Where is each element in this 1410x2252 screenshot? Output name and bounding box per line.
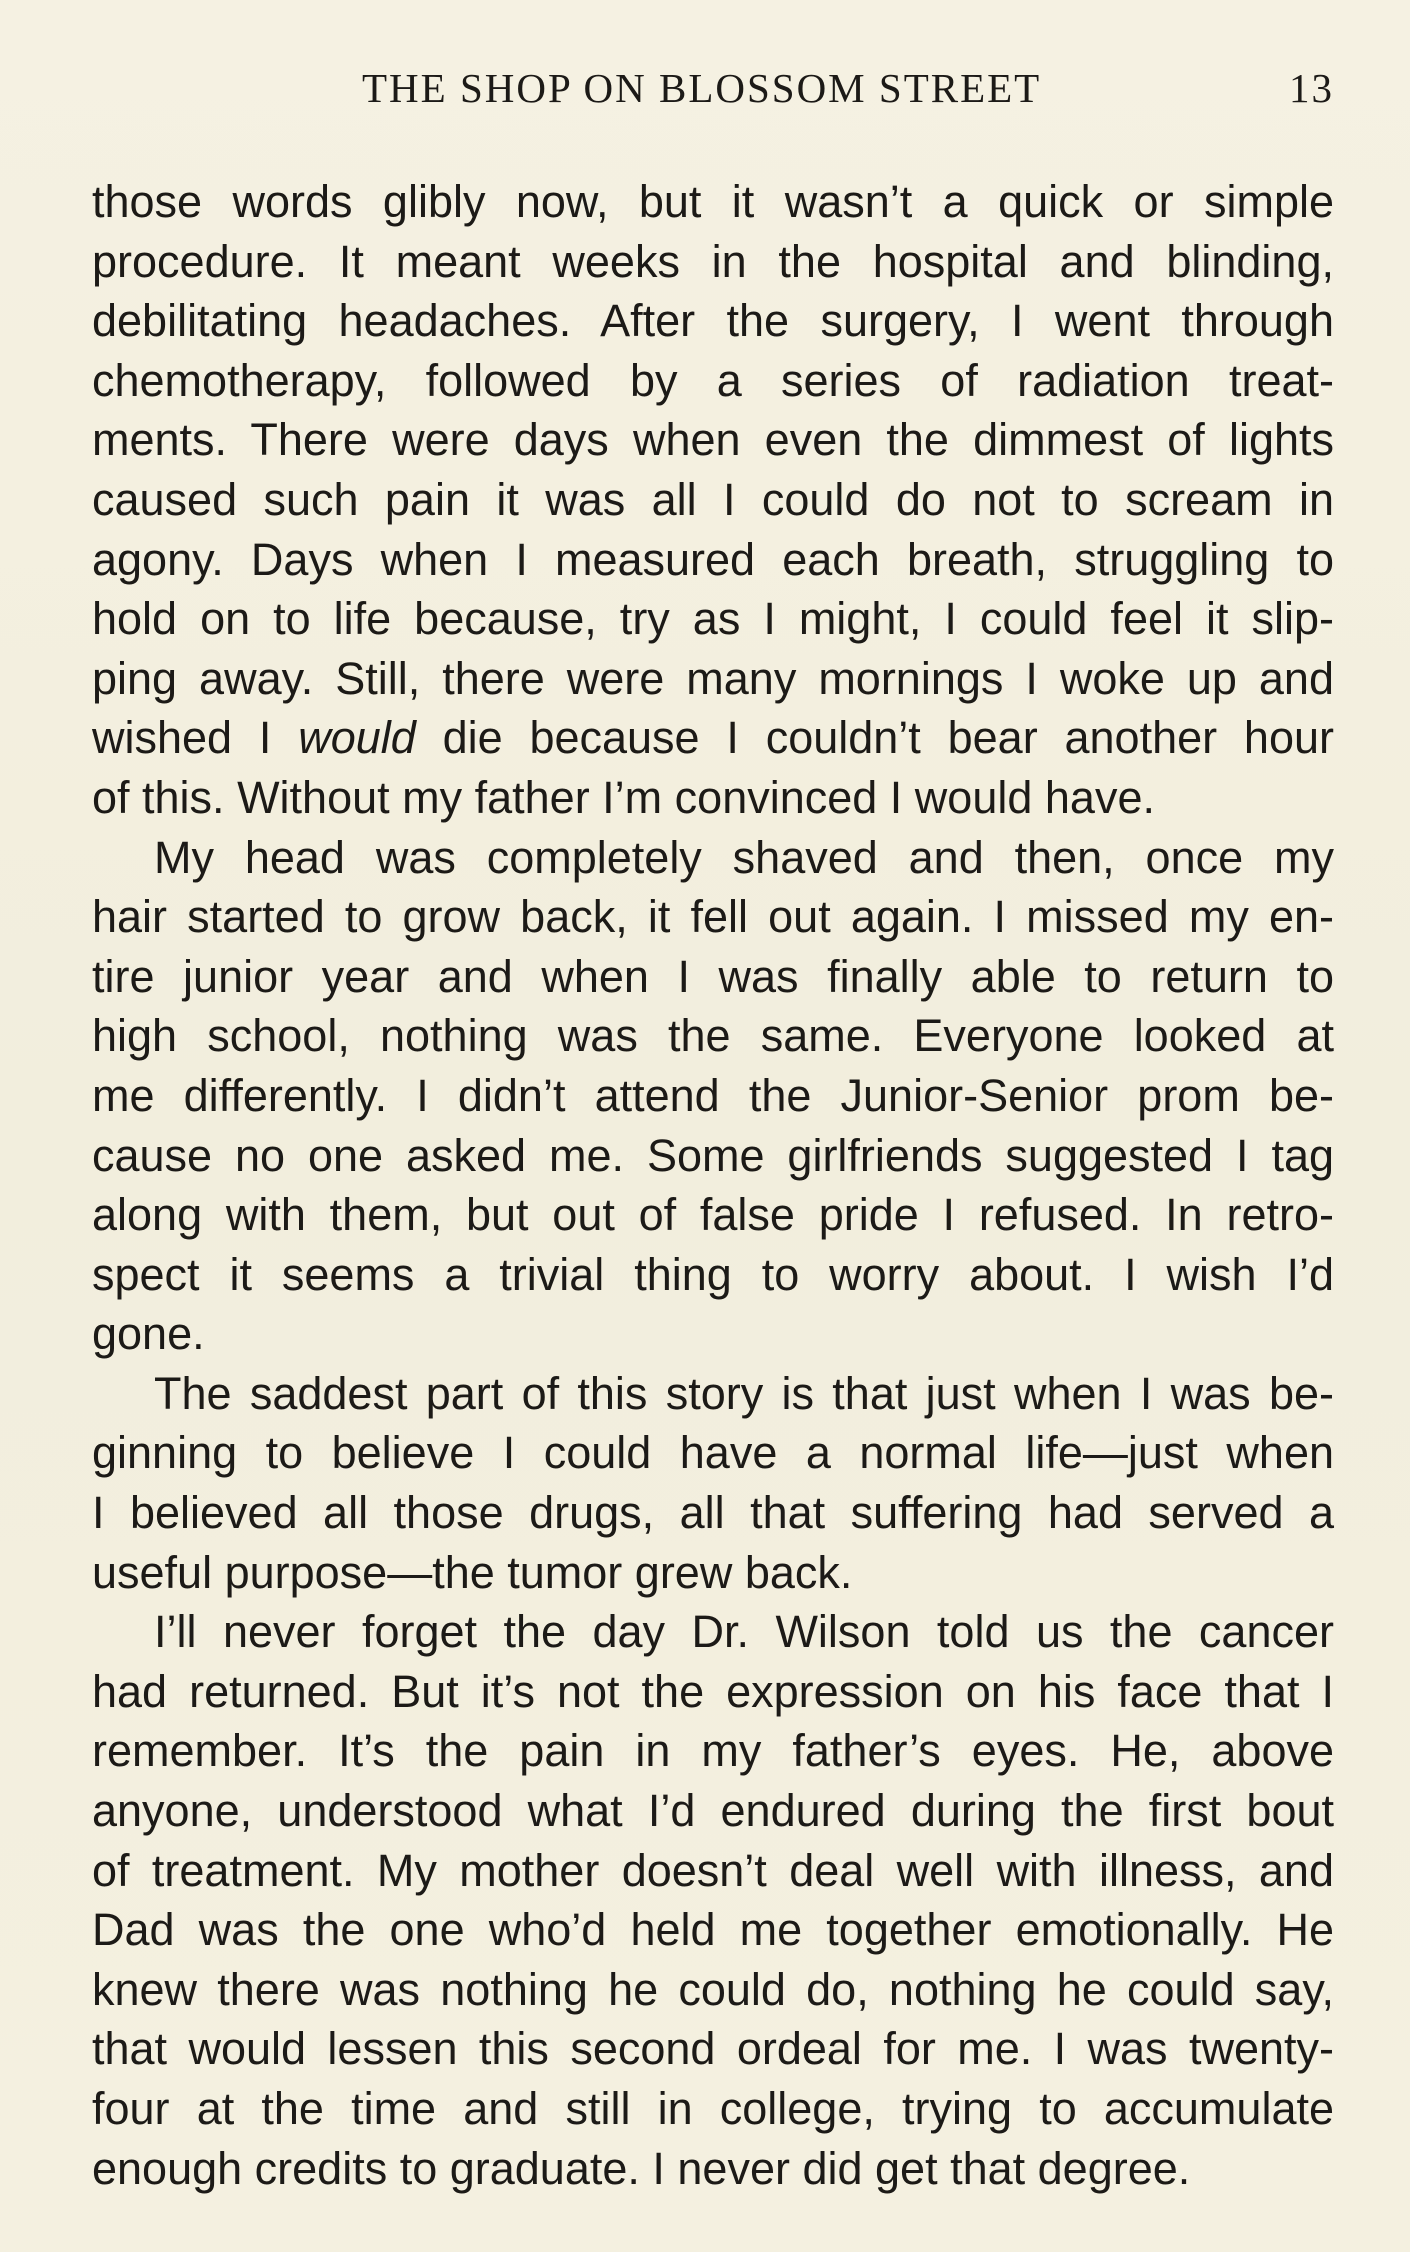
text-line: agony. Days when I measured each breath, struggling to — [92, 533, 1334, 585]
text-line: anyone, understood what I’d endured during the first bout — [92, 1785, 1334, 1837]
text-line: of treatment. My mother doesn’t deal well with illness, and — [92, 1844, 1334, 1896]
text-line: had returned. But it’s not the expression on his face that I — [92, 1665, 1334, 1717]
text-line: cause no one asked me. Some girlfriends suggested I tag — [92, 1129, 1334, 1181]
text-line: those words glibly now, but it wasn’t a quick or simple — [92, 176, 1334, 227]
text-line: hair started to grow back, it fell out again. I missed my en- — [92, 891, 1334, 943]
text-line: enough credits to graduate. I never did get that degree. — [92, 2142, 1191, 2194]
text-line: procedure. It meant weeks in the hospital and blinding, — [92, 235, 1334, 287]
text-line: gone. — [92, 1308, 205, 1360]
text-line: My head was completely shaved and then, once my — [154, 831, 1334, 883]
text-line: knew there was nothing he could do, nothing he could say, — [92, 1963, 1334, 2015]
text-line: caused such pain it was all I could do not to scream in — [92, 473, 1334, 525]
text-line: along with them, but out of false pride I refused. In retro- — [92, 1189, 1334, 1241]
text-line: ping away. Still, there were many mornings I woke up and — [92, 652, 1334, 704]
paragraph — [92, 1364, 1334, 1602]
running-title: THE SHOP ON BLOSSOM STREET — [362, 65, 1042, 111]
text-line: spect it seems a trivial thing to worry about. I wish I’d — [92, 1248, 1334, 1300]
paragraph — [92, 828, 1334, 1364]
text-line: ments. There were days when even the dimmest of lights — [92, 414, 1334, 466]
running-head — [92, 64, 1334, 124]
text-line: high school, nothing was the same. Everyone looked at — [92, 1010, 1334, 1062]
text-line: hold on to life because, try as I might, I could feel it slip- — [92, 593, 1334, 645]
page-number: 13 — [1289, 65, 1334, 111]
text-line: remember. It’s the pain in my father’s eyes. He, above — [92, 1725, 1334, 1777]
text-line: me differently. I didn’t attend the Junior-Senior prom be- — [92, 1069, 1334, 1121]
text-segment: die because I couldn’t bear another hour — [415, 712, 1334, 764]
text-line — [92, 708, 1334, 768]
body-text — [92, 172, 1334, 2198]
text-segment: wished I — [92, 712, 299, 764]
text-line: four at the time and still in college, trying to accumulate — [92, 2083, 1334, 2134]
text-line: chemotherapy, followed by a series of radiation treat- — [92, 354, 1334, 406]
text-line: of this. Without my father I’m convinced I would have. — [92, 771, 1155, 823]
text-line: debilitating headaches. After the surgery, I went through — [92, 295, 1334, 347]
paragraph — [92, 172, 1334, 828]
text-line: The saddest part of this story is that just when I was be- — [154, 1367, 1334, 1419]
text-line: I’ll never forget the day Dr. Wilson told us the cancer — [154, 1606, 1334, 1658]
text-line: that would lessen this second ordeal for me. I was twenty- — [92, 2023, 1334, 2075]
text-line: tire junior year and when I was finally able to return to — [92, 950, 1334, 1002]
text-line: I believed all those drugs, all that suffering had served a — [92, 1487, 1334, 1539]
paragraph — [92, 1602, 1334, 2198]
text-line: Dad was the one who’d held me together emotionally. He — [92, 1904, 1334, 1956]
italic-text: would — [298, 712, 416, 764]
text-line: ginning to believe I could have a normal life—just when — [92, 1427, 1334, 1479]
text-line: useful purpose—the tumor grew back. — [92, 1546, 853, 1598]
